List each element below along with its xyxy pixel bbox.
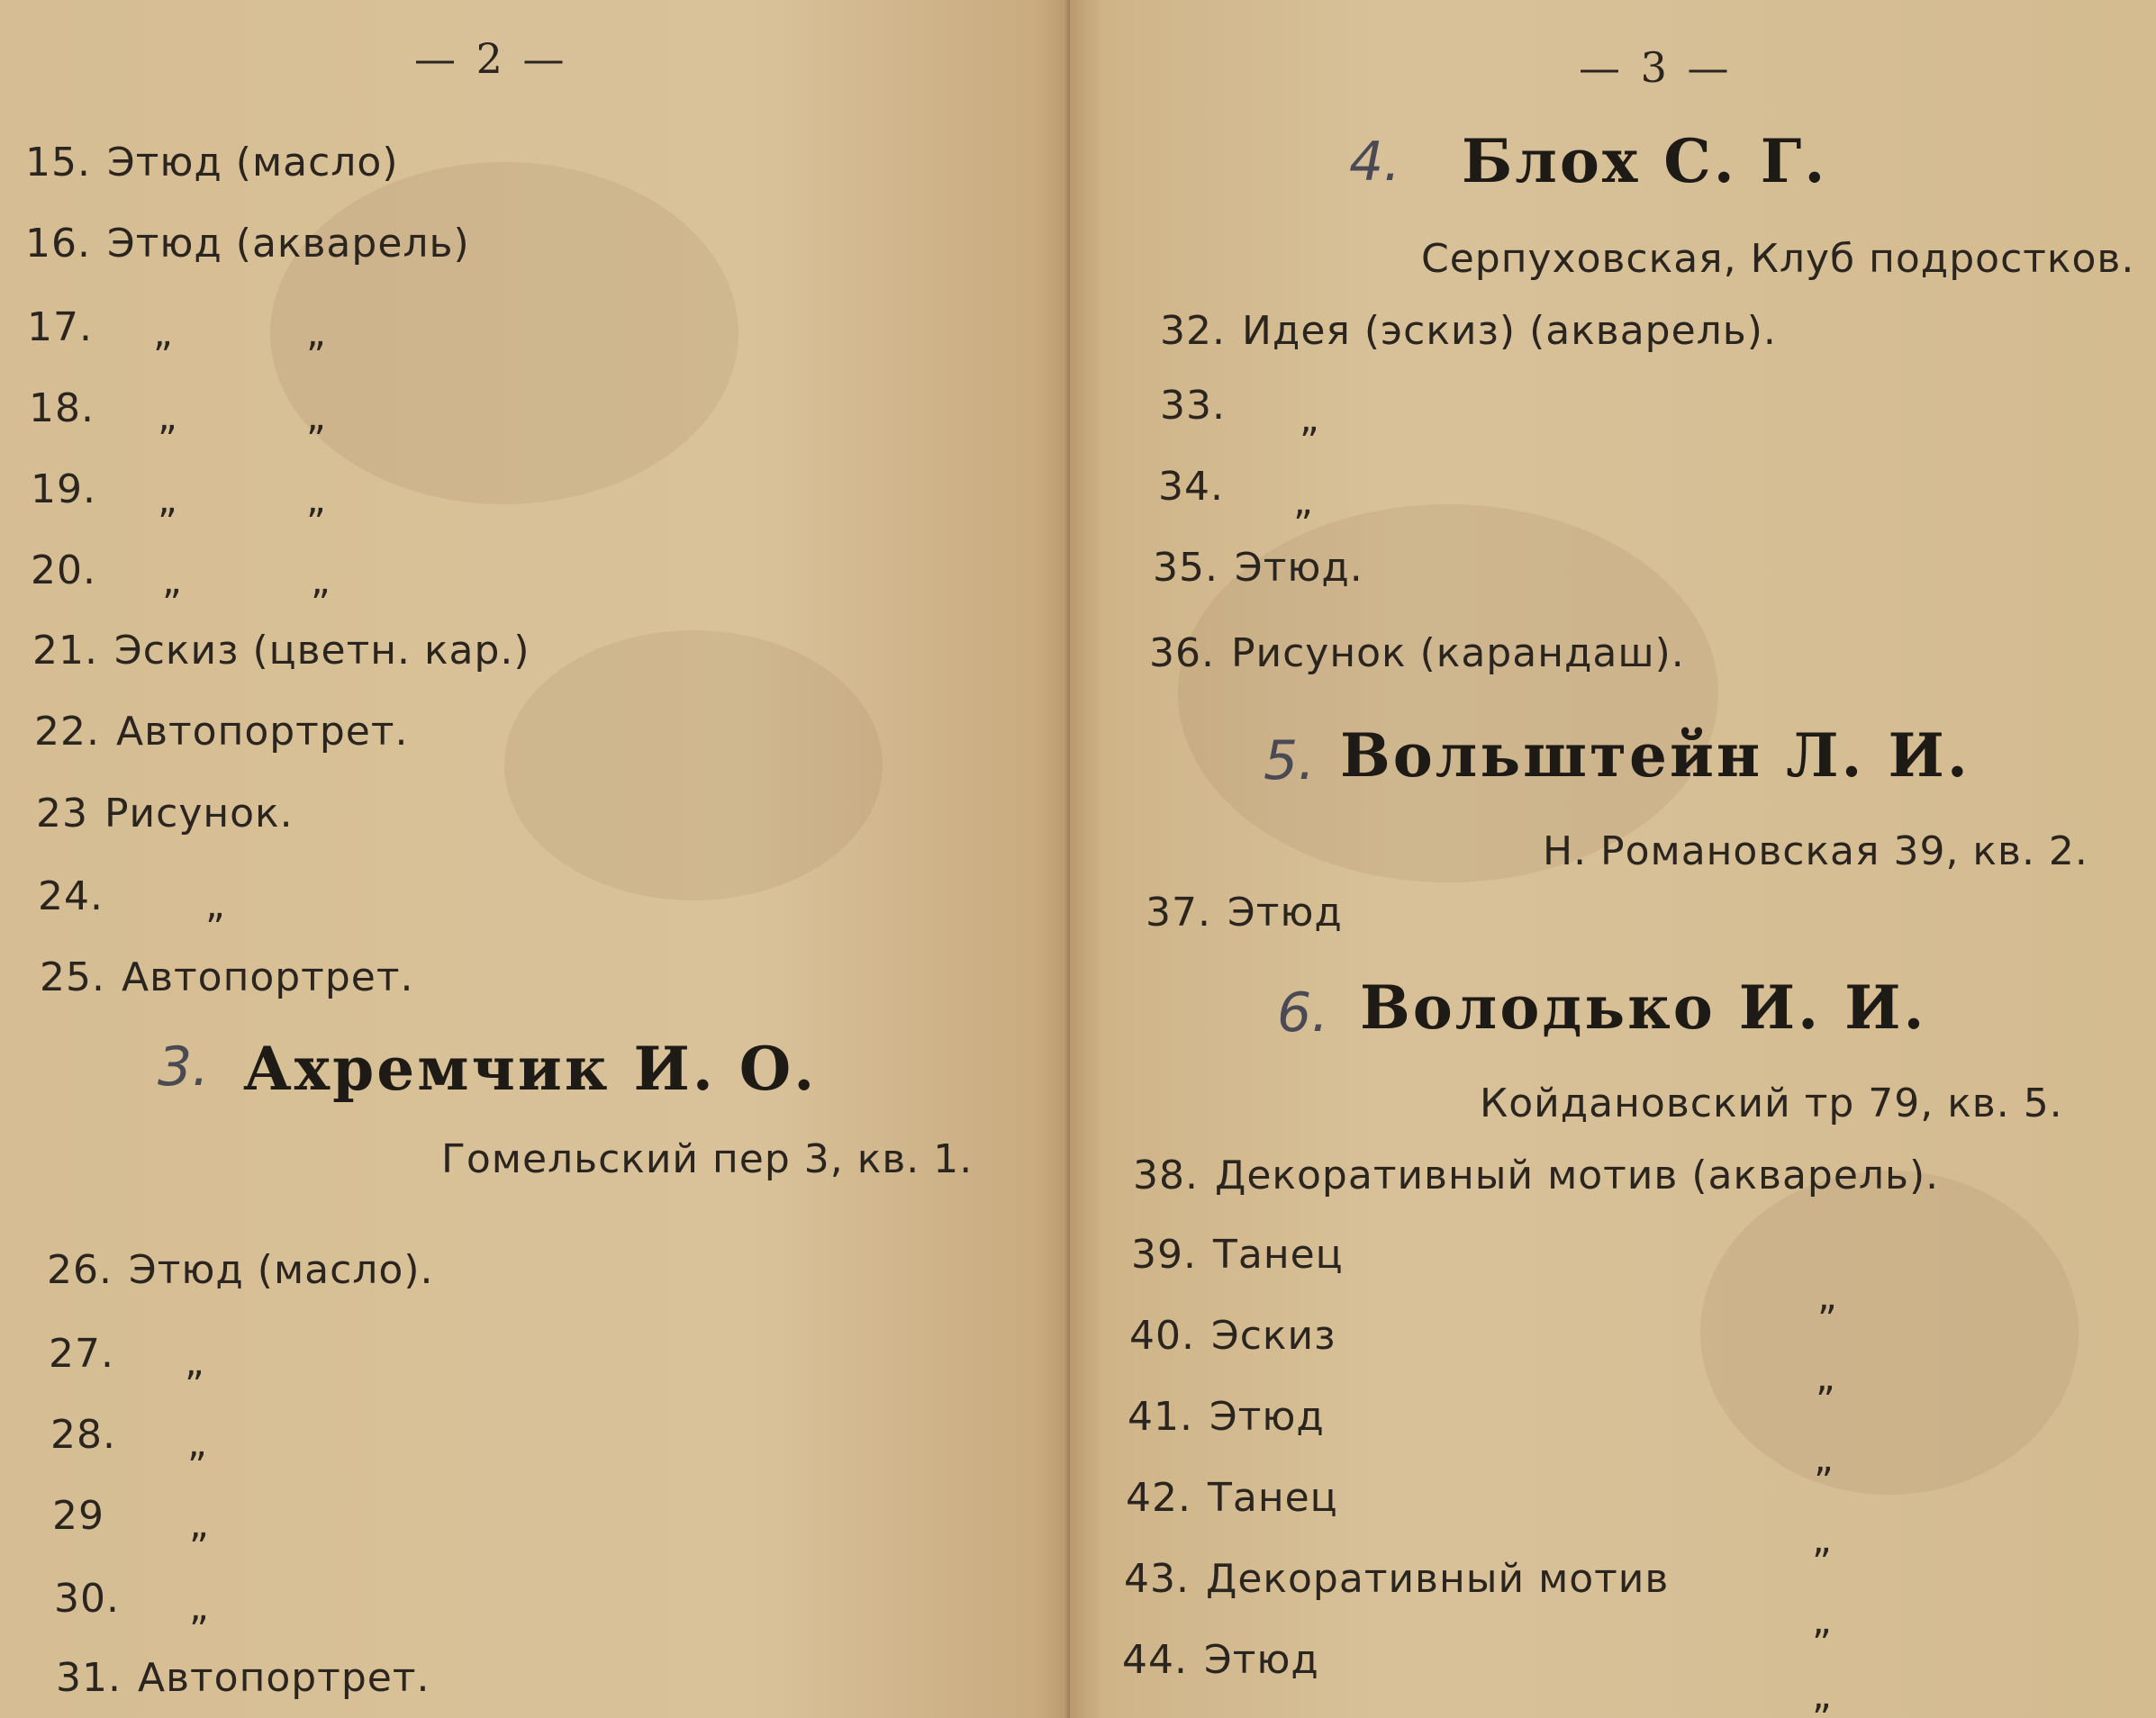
list-item: 24. (38, 873, 104, 919)
paper-stain (1700, 1171, 2079, 1495)
list-item: 15. Этюд (масло) (25, 140, 399, 185)
list-item: 35. Этюд. (1153, 545, 1363, 591)
artist-name: Ахремчик И. О. (243, 1034, 818, 1104)
artist-address: Койдановский тр 79, кв. 5. (1480, 1081, 2063, 1126)
ditto-mark: „ (158, 477, 177, 521)
list-item: 22. Автопортрет. (34, 709, 409, 755)
paper-stain (270, 162, 738, 504)
list-item: 41. Этюд (1128, 1394, 1325, 1440)
ditto-mark: „ (1816, 1355, 1835, 1399)
list-item: 28. (50, 1412, 116, 1458)
list-item: 43. Декоративный мотив (1124, 1556, 1670, 1602)
ditto-mark: „ (306, 394, 326, 439)
list-item: 40. Эскиз (1129, 1313, 1336, 1359)
list-item: 34. (1158, 464, 1224, 510)
list-item: 25. Автопортрет. (40, 954, 414, 1000)
artist-address: Серпуховская, Клуб подростков. (1421, 236, 2135, 282)
ditto-mark: „ (1293, 479, 1313, 523)
left-page (0, 0, 1070, 1718)
list-item: 44. Этюд (1122, 1637, 1319, 1683)
list-item: 19. (31, 466, 96, 512)
ditto-mark: „ (187, 1421, 207, 1465)
page-number: — 3 — (1579, 43, 1733, 92)
ditto-mark: „ (311, 558, 331, 602)
list-item: 33. (1160, 383, 1226, 429)
artist-name: Вольштейн Л. И. (1340, 720, 1970, 791)
ditto-mark: „ (1817, 1274, 1837, 1318)
list-item: 17. (27, 304, 93, 350)
list-item: 18. (29, 385, 95, 431)
artist-name: Блох С. Г. (1462, 126, 1828, 196)
list-item: 21. Эскиз (цветн. кар.) (32, 628, 530, 674)
ditto-mark: „ (189, 1502, 209, 1546)
list-item: 38. Декоративный мотив (акварель). (1133, 1153, 1940, 1198)
list-item: 30. (54, 1576, 120, 1622)
ditto-mark: „ (189, 1585, 209, 1629)
handwritten-index: 6. (1277, 981, 1329, 1044)
ditto-mark: „ (1812, 1517, 1832, 1561)
ditto-mark: „ (185, 1340, 204, 1384)
list-item: 20. (31, 547, 96, 593)
list-item: 37. Этюд (1146, 890, 1343, 936)
handwritten-index: 5. (1264, 729, 1316, 792)
ditto-mark: „ (205, 882, 225, 927)
list-item: 26. Этюд (масло). (47, 1247, 434, 1293)
ditto-mark: „ (162, 558, 182, 602)
paper-stain (504, 630, 883, 900)
right-page (1070, 0, 2156, 1718)
ditto-mark: „ (1814, 1436, 1834, 1480)
ditto-mark: „ (1812, 1598, 1832, 1642)
artist-address: Н. Романовская 39, кв. 2. (1543, 828, 2088, 874)
list-item: 27. (49, 1331, 114, 1377)
artist-address: Гомельский пер 3, кв. 1. (441, 1136, 974, 1182)
handwritten-index: 4. (1349, 131, 1401, 194)
list-item: 42. Танец (1126, 1475, 1338, 1521)
ditto-mark: „ (158, 394, 177, 439)
list-item: 16. Этюд (акварель) (25, 221, 470, 267)
list-item: 23 Рисунок. (36, 791, 294, 836)
ditto-mark: „ (1812, 1673, 1832, 1717)
ditto-mark: „ (306, 477, 326, 521)
handwritten-index: 3. (158, 1035, 210, 1099)
list-item: 29 (52, 1493, 104, 1539)
list-item: 39. Танец (1131, 1232, 1344, 1278)
page-number: — 2 — (414, 34, 568, 83)
ditto-mark: „ (1300, 396, 1319, 440)
ditto-mark: „ (306, 311, 326, 355)
list-item: 36. Рисунок (карандаш). (1149, 630, 1685, 676)
artist-name: Володько И. И. (1360, 972, 1927, 1043)
list-item: 31. Автопортрет. (56, 1655, 430, 1701)
ditto-mark: „ (153, 311, 173, 355)
list-item: 32. Идея (эскиз) (акварель). (1160, 308, 1777, 354)
